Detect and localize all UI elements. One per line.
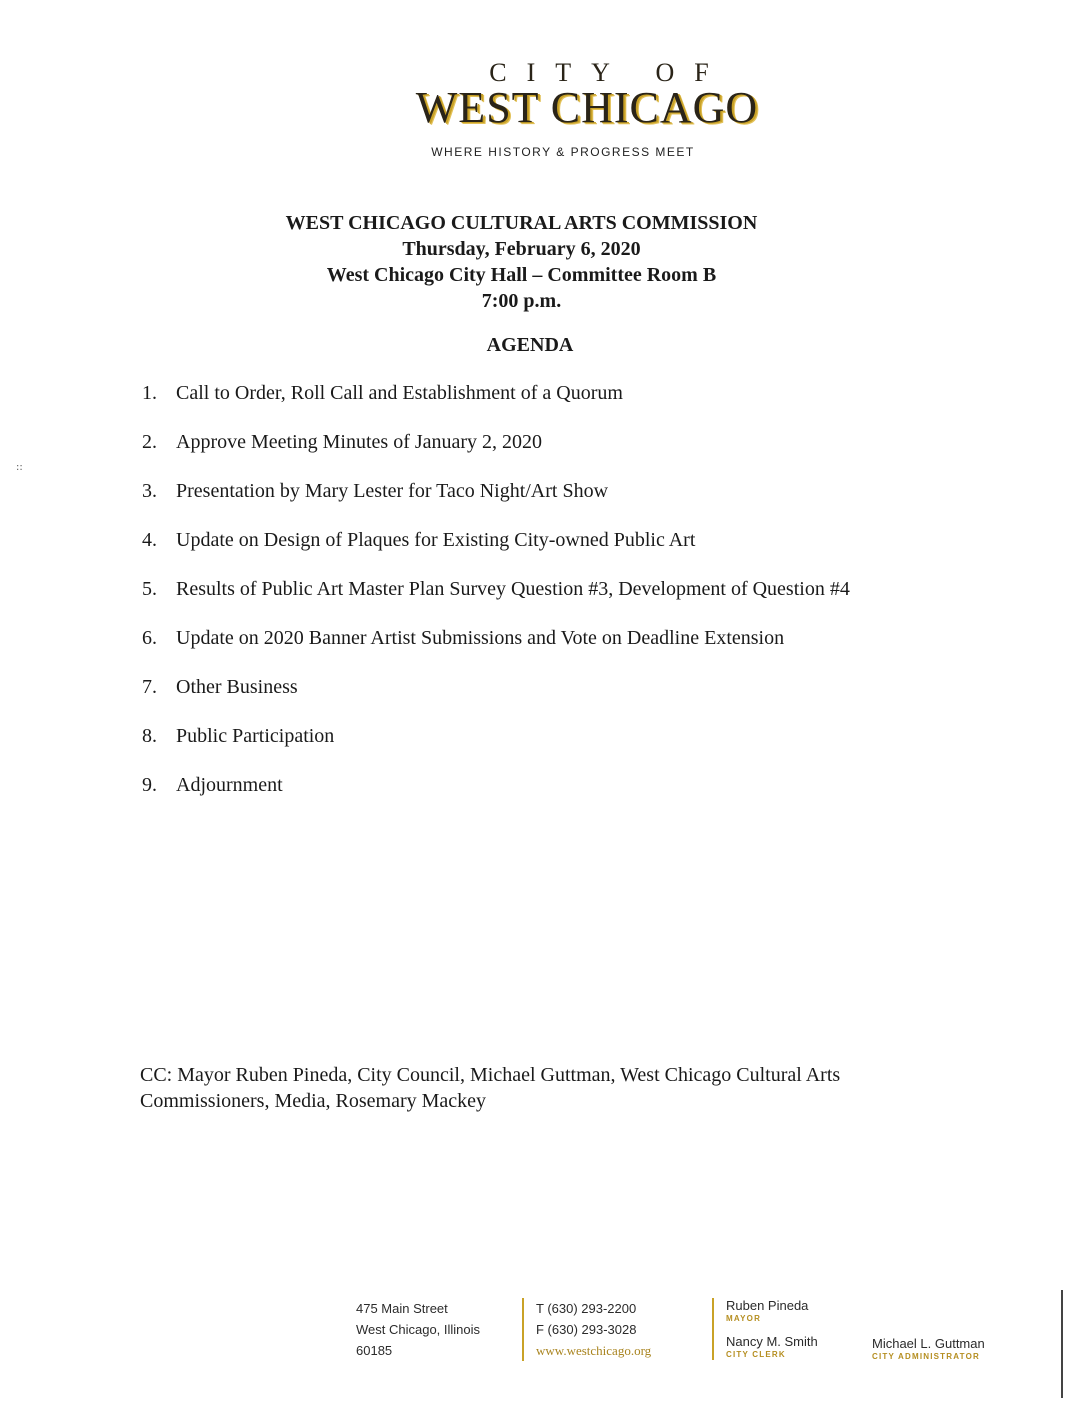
fax-number: F (630) 293-3028: [536, 1322, 637, 1337]
agenda-item-number: 4.: [142, 529, 157, 551]
agenda-item: [142, 772, 850, 821]
footer-contact: [522, 1298, 651, 1361]
cc-list: [140, 1062, 900, 1114]
agenda-item-text: Presentation by Mary Lester for Taco Night/Art Show: [176, 480, 609, 502]
agenda-title: AGENDA: [486, 334, 574, 356]
cc-line: CC: Mayor Ruben Pineda, City Council, Michael Guttman, West Chicago Cultural Arts: [140, 1064, 841, 1086]
agenda-item-text: Call to Order, Roll Call and Establishment of a Quorum: [176, 382, 623, 404]
clerk-title: CITY CLERK: [726, 1350, 786, 1359]
agenda-item-text: Adjournment: [176, 774, 283, 796]
mayor-title: MAYOR: [726, 1314, 762, 1323]
agenda-item: [142, 625, 850, 674]
letterhead: [0, 58, 1088, 159]
agenda-item-text: Public Participation: [176, 725, 335, 747]
tagline: WHERE HISTORY & PROGRESS MEET: [431, 145, 695, 159]
meeting-date: Thursday, February 6, 2020: [402, 238, 641, 260]
mayor-name: Ruben Pineda: [726, 1298, 809, 1313]
cc-line: Commissioners, Media, Rosemary Mackey: [140, 1090, 487, 1112]
agenda-item-text: Approve Meeting Minutes of January 2, 2020: [176, 431, 543, 453]
agenda-item-number: 5.: [142, 578, 157, 600]
page-edge-mark: [1061, 1290, 1063, 1398]
agenda-item-text: Other Business: [176, 676, 298, 698]
agenda-item: [142, 380, 850, 429]
logo-city-of: CITY OF: [489, 58, 729, 87]
agenda-item-text: Results of Public Art Master Plan Survey Question #3, Development of Question #4: [176, 578, 850, 600]
clerk-name: Nancy M. Smith: [726, 1334, 818, 1349]
admin-name: Michael L. Guttman: [872, 1336, 985, 1351]
phone-number: T (630) 293-2200: [536, 1301, 637, 1316]
footer-address: [356, 1298, 480, 1361]
logo-city-name: WEST CHICAGO: [415, 83, 759, 132]
address-zip: 60185: [356, 1343, 393, 1358]
agenda-item: [142, 527, 850, 576]
agenda-item-number: 6.: [142, 627, 157, 649]
admin-title: CITY ADMINISTRATOR: [872, 1352, 980, 1361]
website-link[interactable]: www.westchicago.org: [536, 1343, 652, 1358]
agenda-item-number: 9.: [142, 774, 157, 796]
address-street: 475 Main Street: [356, 1301, 448, 1316]
commission-name: WEST CHICAGO CULTURAL ARTS COMMISSION: [285, 212, 758, 234]
footer-officials: [712, 1298, 818, 1360]
agenda-item-number: 3.: [142, 480, 157, 502]
scan-mark: ::: [16, 462, 23, 473]
address-city: West Chicago, Illinois: [356, 1322, 481, 1337]
agenda-item: [142, 723, 850, 772]
meeting-time: 7:00 p.m.: [481, 290, 562, 312]
meeting-location: West Chicago City Hall – Committee Room B: [326, 264, 717, 286]
agenda-item-number: 1.: [142, 382, 157, 404]
agenda-item: [142, 674, 850, 723]
footer-administrator: [872, 1336, 985, 1362]
agenda-item-text: Update on 2020 Banner Artist Submissions and Vote on Deadline Extension: [176, 627, 785, 649]
meeting-header: [0, 210, 1043, 314]
agenda-item-number: 2.: [142, 431, 157, 453]
agenda-item-number: 7.: [142, 676, 157, 698]
agenda-item: [142, 576, 850, 625]
agenda-item: [142, 429, 850, 478]
agenda-list: [142, 380, 850, 821]
agenda-item: [142, 478, 850, 527]
agenda-item-number: 8.: [142, 725, 157, 747]
agenda-item-text: Update on Design of Plaques for Existing City-owned Public Art: [176, 529, 696, 551]
